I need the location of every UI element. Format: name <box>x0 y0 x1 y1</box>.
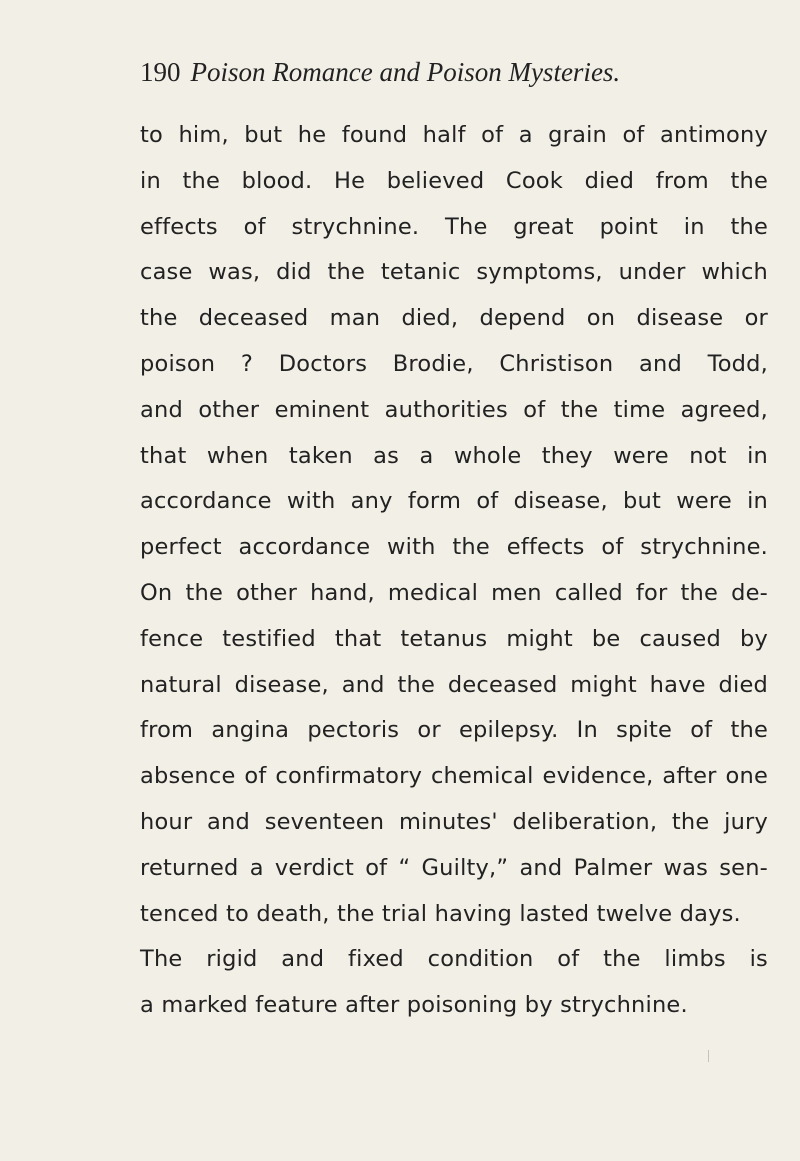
text-line: the deceased man died, depend on disease or <box>140 305 768 332</box>
text-line: in the blood. He believed Cook died from the <box>140 167 768 194</box>
text-line: absence of confirmatory chemical evidence, after one <box>140 763 768 790</box>
text-line: returned a verdict of “ Guilty,” and Palmer was sen- <box>140 854 768 881</box>
text-line: tenced to death, the trial having lasted twelve days. <box>140 900 741 927</box>
text-line: case was, did the tetanic symptoms, under which <box>140 259 768 286</box>
text-line: hour and seventeen minutes' deliberation, the jury <box>140 808 768 835</box>
text-line: natural disease, and the deceased might have died <box>140 671 768 698</box>
text-line: fence testified that tetanus might be caused by <box>140 625 768 652</box>
text-line: perfect accordance with the effects of strychnine. <box>140 534 768 561</box>
text-line: effects of strychnine. The great point in the <box>140 213 768 240</box>
text-line: from angina pectoris or epilepsy. In spite of the <box>140 717 768 744</box>
text-line: On the other hand, medical men called for the de- <box>140 579 768 606</box>
running-title: Poison Romance and Poison Mysteries. <box>190 57 621 87</box>
page-header <box>140 54 620 91</box>
paper-mark <box>708 1050 709 1062</box>
text-line: and other eminent authorities of the time agreed, <box>140 396 768 423</box>
page-number: 190 <box>140 57 181 87</box>
text-line: poison ? Doctors Brodie, Christison and Todd, <box>140 350 768 377</box>
body-text <box>140 113 768 1029</box>
text-line: The rigid and fixed condition of the limbs is <box>140 946 768 973</box>
text-line: that when taken as a whole they were not in <box>140 442 768 469</box>
text-line: accordance with any form of disease, but were in <box>140 488 768 515</box>
text-line: to him, but he found half of a grain of antimony <box>140 122 768 148</box>
text-line: a marked feature after poisoning by strychnine. <box>140 992 688 1019</box>
